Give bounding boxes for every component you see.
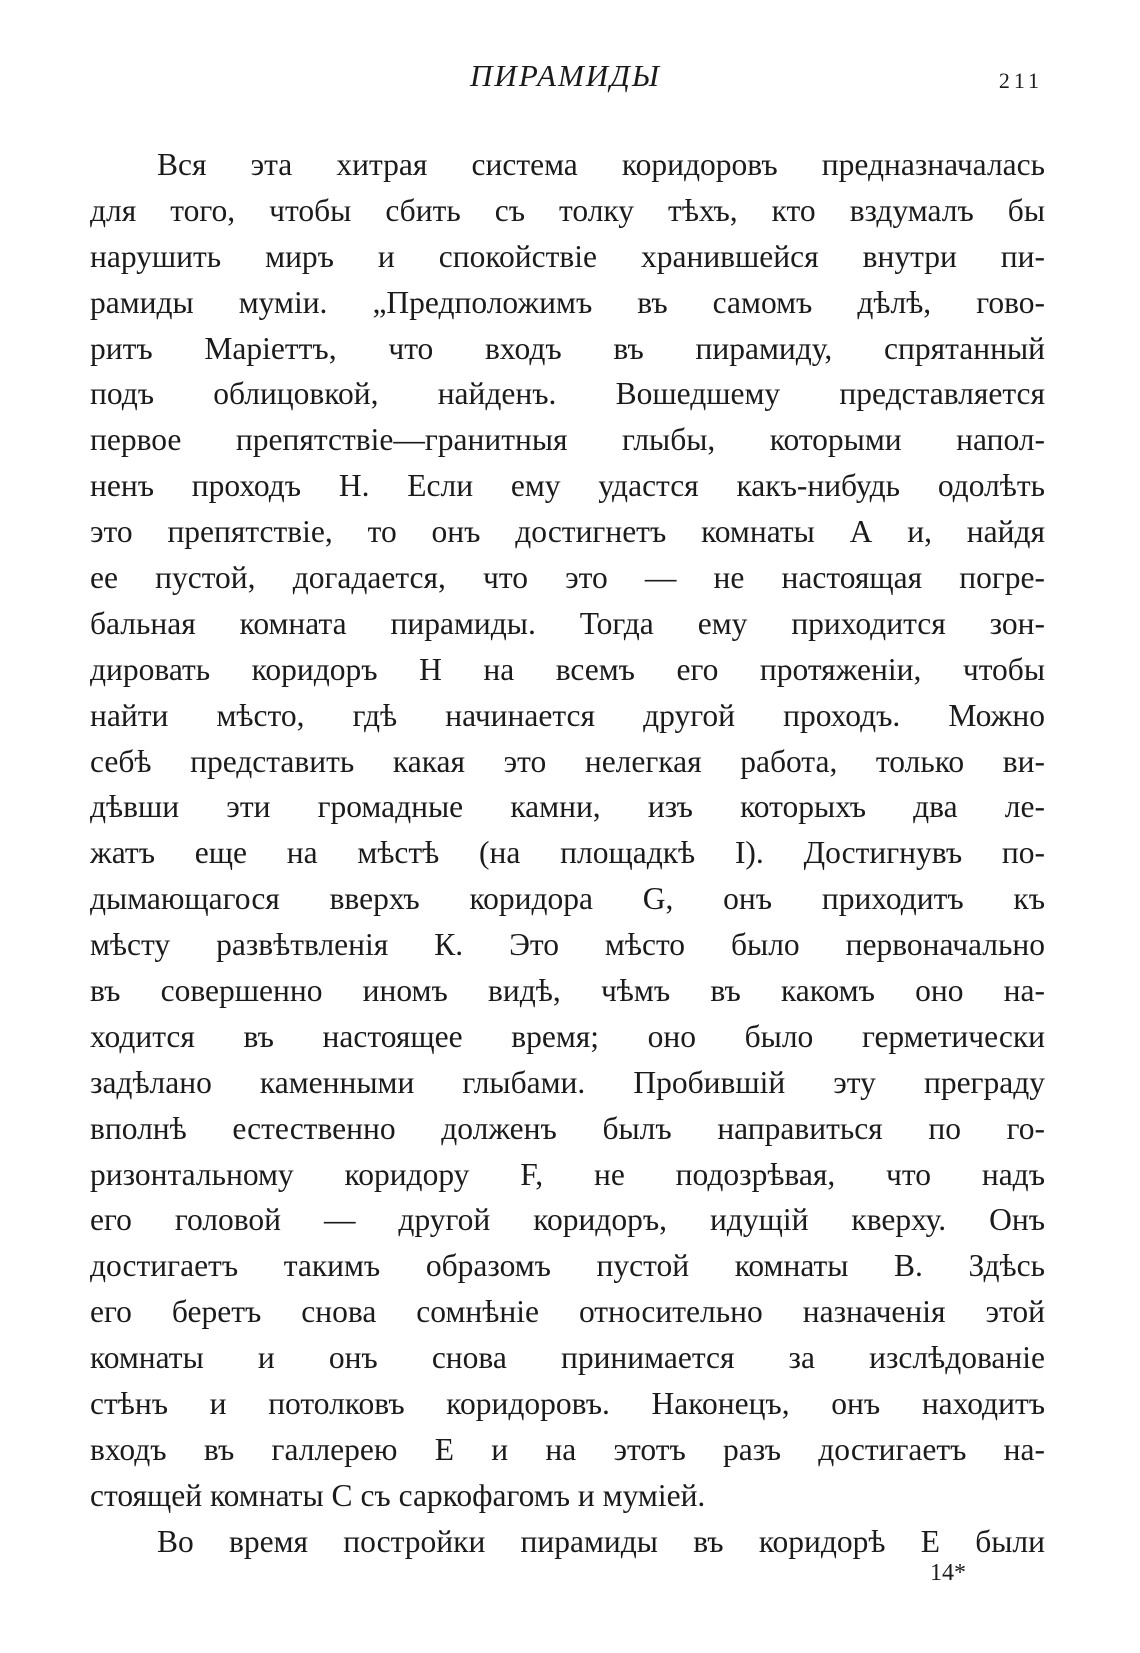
text-line: ритъ Маріеттъ, что входъ въ пирамиду, спрятанный xyxy=(90,330,1045,366)
text-line: Во время постройки пирамиды въ коридорѣ Е были xyxy=(157,1523,1045,1559)
text-line: дѣвши эти громадные камни, изъ которыхъ два ле- xyxy=(90,789,1045,825)
text-line: входъ въ галлерею Е и на этотъ разъ достигаетъ на- xyxy=(90,1431,1045,1467)
text-line: стоящей комнаты С съ саркофагомъ и муміей. xyxy=(90,1477,706,1513)
text-line: жатъ еще на мѣстѣ (на площадкѣ I). Достигнувъ по- xyxy=(90,835,1045,871)
text-line: ненъ проходъ Н. Если ему удастся какъ-нибудь одолѣть xyxy=(90,468,1045,504)
text-line: ходится въ настоящее время; оно было герметически xyxy=(90,1018,1045,1054)
text-line: ее пустой, догадается, что это — не настоящая погре- xyxy=(90,560,1045,596)
text-line: это препятствіе, то онъ достигнетъ комнаты А и, найдя xyxy=(90,514,1045,550)
text-line: мѣсту развѣтвленія К. Это мѣсто было первоначально xyxy=(90,927,1045,963)
text-line: дировать коридоръ Н на всемъ его протяженіи, чтобы xyxy=(90,651,1045,687)
text-line: Вся эта хитрая система коридоровъ предназначалась xyxy=(157,147,1045,182)
text-line: его головой — другой коридоръ, идущій кверху. Онъ xyxy=(90,1202,1045,1238)
running-head xyxy=(88,58,1043,102)
text-line: рамиды муміи. „Предположимъ въ самомъ дѣлѣ, гово- xyxy=(90,284,1045,320)
text-line: его беретъ снова сомнѣніе относительно назначенія этой xyxy=(90,1294,1045,1330)
text-line: задѣлано каменными глыбами. Пробившій эту преграду xyxy=(90,1064,1045,1100)
text-line: вполнѣ естественно долженъ былъ направиться по го- xyxy=(90,1110,1045,1146)
text-line: для того, чтобы сбить съ толку тѣхъ, кто вздумалъ бы xyxy=(90,192,1045,228)
text-line: первое препятствіе—гранитныя глыбы, которыми напол- xyxy=(90,422,1045,458)
text-line: найти мѣсто, гдѣ начинается другой проходъ. Можно xyxy=(90,697,1045,733)
text-line: нарушить миръ и спокойствіе хранившейся внутри пи- xyxy=(90,238,1045,274)
text-line: комнаты и онъ снова принимается за изслѣдованіе xyxy=(90,1340,1045,1376)
text-line: въ совершенно иномъ видѣ, чѣмъ въ какомъ оно на- xyxy=(90,973,1045,1009)
printer-signature: 14* xyxy=(930,1560,966,1586)
page-number: 211 xyxy=(998,68,1043,93)
text-line: достигаетъ такимъ образомъ пустой комнаты В. Здѣсь xyxy=(90,1248,1045,1284)
running-title: ПИРАМИДЫ xyxy=(470,58,661,93)
body-text xyxy=(90,142,1045,1565)
text-line: стѣнъ и потолковъ коридоровъ. Наконецъ, онъ находитъ xyxy=(90,1386,1045,1422)
text-line: ризонтальному коридору F, не подозрѣвая, что надъ xyxy=(90,1156,1045,1192)
text-line: бальная комната пирамиды. Тогда ему приходится зон- xyxy=(90,605,1045,641)
text-line: себѣ представить какая это нелегкая работа, только ви- xyxy=(90,743,1045,779)
text-line: дымающагося вверхъ коридора G, онъ приходитъ къ xyxy=(90,881,1045,917)
text-line: подъ облицовкой, найденъ. Вошедшему представляется xyxy=(90,376,1045,412)
